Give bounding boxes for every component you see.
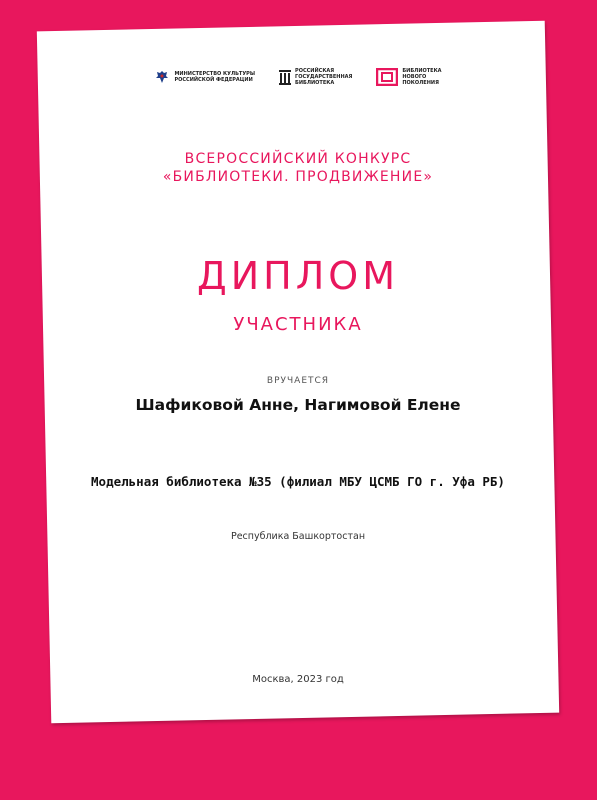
diploma-title: ДИПЛОМ [197, 254, 399, 298]
contest-name [44, 150, 552, 186]
logos-row [44, 68, 552, 86]
contest-line-2: «БИБЛИОТЕКИ. ПРОДВИЖЕНИЕ» [162, 169, 434, 185]
region-name: Республика Башкортостан [230, 531, 366, 542]
recipient-names: Шафиковой Анне, Нагимовой Елене [135, 396, 461, 414]
place-and-year: Москва, 2023 год [252, 674, 344, 685]
awarded-label: ВРУЧАЕТСЯ [266, 376, 330, 386]
logo-ministry [154, 69, 255, 85]
logo-library-text: РОССИЙСКАЯ ГОСУДАРСТВЕННАЯ БИБЛИОТЕКА [295, 68, 353, 86]
library-building-icon [279, 69, 291, 85]
logo-newgen-text: БИБЛИОТЕКА НОВОГО ПОКОЛЕНИЯ [402, 68, 442, 86]
double-headed-eagle-emblem-icon [154, 69, 170, 85]
diploma-sheet [37, 21, 559, 723]
open-book-square-icon [376, 68, 398, 86]
logo-newgen [376, 68, 441, 86]
contest-line-1: ВСЕРОССИЙСКИЙ КОНКУРС [184, 151, 412, 167]
logo-ministry-text: МИНИСТЕРСТВО КУЛЬТУРЫ РОССИЙСКОЙ ФЕДЕРАЦИИ [174, 71, 256, 83]
logo-library [279, 68, 352, 86]
diploma-content [44, 26, 552, 718]
diploma-subtitle: УЧАСТНИКА [233, 314, 363, 335]
organization-name: Модельная библиотека №35 (филиал МБУ ЦСМБ ГО г. Уфа РБ) [91, 474, 505, 489]
